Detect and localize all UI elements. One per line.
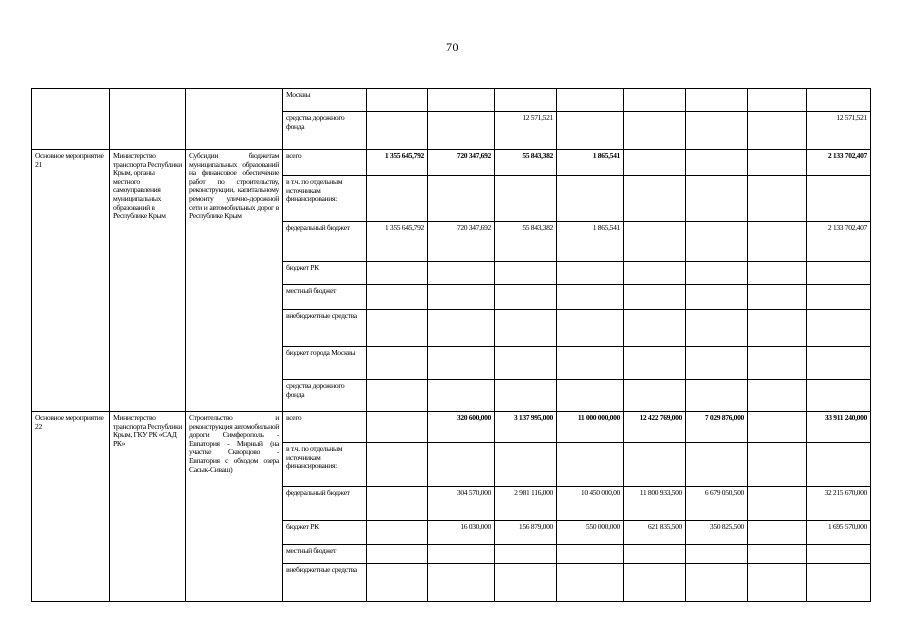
amount-cell bbox=[748, 89, 807, 112]
amount-cell bbox=[428, 112, 495, 150]
amount-cell bbox=[748, 564, 807, 602]
amount-cell bbox=[686, 112, 748, 150]
amount-cell bbox=[367, 89, 428, 112]
amount-cell: 1 865,541 bbox=[557, 150, 624, 176]
amount-cell bbox=[748, 380, 807, 412]
event-description-cell bbox=[186, 89, 283, 150]
executor-cell bbox=[110, 89, 186, 150]
funding-source-cell: федеральный бюджет bbox=[283, 487, 367, 521]
amount-cell bbox=[367, 412, 428, 443]
amount-cell bbox=[367, 564, 428, 602]
amount-cell: 33 911 240,000 bbox=[807, 412, 871, 443]
amount-cell: 55 843,382 bbox=[495, 150, 557, 176]
amount-cell bbox=[557, 176, 624, 222]
amount-cell bbox=[748, 285, 807, 310]
amount-cell bbox=[367, 262, 428, 285]
amount-cell bbox=[748, 310, 807, 347]
amount-cell: 16 030,000 bbox=[428, 521, 495, 545]
amount-cell bbox=[807, 285, 871, 310]
funding-source-cell: внебюджетные средства bbox=[283, 310, 367, 347]
amount-cell bbox=[748, 176, 807, 222]
amount-cell bbox=[748, 150, 807, 176]
amount-cell: 2 981 116,000 bbox=[495, 487, 557, 521]
amount-cell: 11 000 000,000 bbox=[557, 412, 624, 443]
amount-cell: 2 133 702,407 bbox=[807, 150, 871, 176]
amount-cell: 720 347,692 bbox=[428, 222, 495, 262]
amount-cell bbox=[686, 443, 748, 487]
amount-cell bbox=[686, 545, 748, 564]
amount-cell bbox=[367, 487, 428, 521]
amount-cell bbox=[748, 443, 807, 487]
amount-cell bbox=[624, 310, 686, 347]
amount-cell bbox=[624, 380, 686, 412]
amount-cell bbox=[557, 262, 624, 285]
funding-source-cell: федеральный бюджет bbox=[283, 222, 367, 262]
funding-source-cell: Москвы bbox=[283, 89, 367, 112]
event-description-cell: Строительство и реконструкция автомобильной дороги Симферополь - Евпатория - Мирный (на участке Скворцово - Евпатория с обходом озера Сасык-Сиваш) bbox=[186, 412, 283, 602]
amount-cell bbox=[367, 380, 428, 412]
amount-cell bbox=[686, 285, 748, 310]
amount-cell bbox=[624, 222, 686, 262]
funding-source-cell: бюджет РК bbox=[283, 521, 367, 545]
amount-cell: 12 571,521 bbox=[495, 112, 557, 150]
amount-cell: 350 825,500 bbox=[686, 521, 748, 545]
amount-cell bbox=[495, 176, 557, 222]
amount-cell bbox=[495, 545, 557, 564]
amount-cell bbox=[495, 347, 557, 380]
amount-cell bbox=[428, 545, 495, 564]
event-name-cell bbox=[32, 89, 110, 150]
amount-cell bbox=[428, 443, 495, 487]
amount-cell bbox=[624, 443, 686, 487]
table-row bbox=[32, 412, 871, 443]
amount-cell bbox=[624, 112, 686, 150]
event-description-cell: Субсидии бюджетам муниципальных образований на финансовое обеспечение работ по строительству, реконструкции, капитальному ремонту улично-дорожной сети и автомобильных дорог в Республике Крым bbox=[186, 150, 283, 412]
amount-cell: 12 422 769,000 bbox=[624, 412, 686, 443]
amount-cell bbox=[624, 262, 686, 285]
amount-cell bbox=[495, 443, 557, 487]
amount-cell bbox=[428, 262, 495, 285]
amount-cell bbox=[807, 545, 871, 564]
amount-cell: 320 600,000 bbox=[428, 412, 495, 443]
amount-cell bbox=[495, 380, 557, 412]
executor-cell: Министерство транспорта Республики Крым, органы местного самоуправления муниципальных образований в Республике Крым bbox=[110, 150, 186, 412]
funding-source-cell: бюджет города Москвы bbox=[283, 347, 367, 380]
amount-cell: 32 215 670,000 bbox=[807, 487, 871, 521]
amount-cell bbox=[367, 112, 428, 150]
amount-cell bbox=[367, 285, 428, 310]
amount-cell bbox=[686, 380, 748, 412]
amount-cell bbox=[367, 521, 428, 545]
amount-cell: 621 835,500 bbox=[624, 521, 686, 545]
amount-cell: 6 679 050,500 bbox=[686, 487, 748, 521]
amount-cell bbox=[557, 564, 624, 602]
funding-source-cell: местный бюджет bbox=[283, 545, 367, 564]
event-name-cell: Основное мероприятие 21 bbox=[32, 150, 110, 412]
executor-cell: Министерство транспорта Республики Крым, ГКУ РК «САД РК» bbox=[110, 412, 186, 602]
funding-source-cell: всего bbox=[283, 150, 367, 176]
amount-cell: 7 029 876,000 bbox=[686, 412, 748, 443]
amount-cell bbox=[748, 412, 807, 443]
amount-cell bbox=[428, 564, 495, 602]
amount-cell bbox=[624, 545, 686, 564]
amount-cell bbox=[557, 380, 624, 412]
funding-source-cell: средства дорожного фонда bbox=[283, 380, 367, 412]
amount-cell: 1 865,541 bbox=[557, 222, 624, 262]
amount-cell bbox=[495, 564, 557, 602]
amount-cell bbox=[807, 380, 871, 412]
amount-cell bbox=[686, 310, 748, 347]
funding-source-cell: в т.ч. по отдельным источникам финансирования: bbox=[283, 176, 367, 222]
amount-cell bbox=[807, 347, 871, 380]
amount-cell bbox=[807, 310, 871, 347]
amount-cell bbox=[807, 564, 871, 602]
amount-cell bbox=[624, 176, 686, 222]
amount-cell bbox=[557, 545, 624, 564]
page-number: 70 bbox=[446, 40, 459, 54]
amount-cell bbox=[428, 347, 495, 380]
amount-cell bbox=[624, 89, 686, 112]
amount-cell bbox=[807, 176, 871, 222]
amount-cell bbox=[807, 262, 871, 285]
funding-source-cell: внебюджетные средства bbox=[283, 564, 367, 602]
amount-cell bbox=[624, 347, 686, 380]
table-row bbox=[32, 89, 871, 112]
amount-cell bbox=[686, 222, 748, 262]
amount-cell: 11 800 933,500 bbox=[624, 487, 686, 521]
amount-cell bbox=[367, 310, 428, 347]
amount-cell bbox=[428, 310, 495, 347]
funding-source-cell: местный бюджет bbox=[283, 285, 367, 310]
amount-cell bbox=[748, 347, 807, 380]
event-name-cell: Основное мероприятие 22 bbox=[32, 412, 110, 602]
funding-source-cell: всего bbox=[283, 412, 367, 443]
amount-cell bbox=[748, 262, 807, 285]
amount-cell bbox=[686, 150, 748, 176]
amount-cell bbox=[748, 222, 807, 262]
amount-cell bbox=[495, 310, 557, 347]
amount-cell bbox=[557, 443, 624, 487]
funding-source-cell: средства дорожного фонда bbox=[283, 112, 367, 150]
amount-cell bbox=[557, 89, 624, 112]
amount-cell bbox=[367, 545, 428, 564]
amount-cell bbox=[686, 564, 748, 602]
amount-cell bbox=[807, 89, 871, 112]
amount-cell: 720 347,692 bbox=[428, 150, 495, 176]
amount-cell bbox=[495, 262, 557, 285]
amount-cell bbox=[624, 150, 686, 176]
amount-cell: 3 137 995,000 bbox=[495, 412, 557, 443]
amount-cell bbox=[686, 89, 748, 112]
amount-cell bbox=[557, 310, 624, 347]
amount-cell bbox=[748, 521, 807, 545]
amount-cell: 10 450 000,00 bbox=[557, 487, 624, 521]
amount-cell: 1 695 570,000 bbox=[807, 521, 871, 545]
amount-cell bbox=[748, 545, 807, 564]
amount-cell bbox=[367, 347, 428, 380]
amount-cell bbox=[686, 347, 748, 380]
amount-cell: 1 355 645,792 bbox=[367, 150, 428, 176]
amount-cell: 55 843,382 bbox=[495, 222, 557, 262]
amount-cell: 304 570,000 bbox=[428, 487, 495, 521]
amount-cell bbox=[367, 443, 428, 487]
funding-source-cell: в т.ч. по отдельным источникам финансирования: bbox=[283, 443, 367, 487]
amount-cell bbox=[624, 285, 686, 310]
amount-cell: 2 133 702,407 bbox=[807, 222, 871, 262]
amount-cell bbox=[557, 285, 624, 310]
amount-cell bbox=[686, 176, 748, 222]
amount-cell bbox=[367, 176, 428, 222]
amount-cell bbox=[428, 285, 495, 310]
amount-cell bbox=[557, 347, 624, 380]
amount-cell bbox=[624, 564, 686, 602]
table-row bbox=[32, 150, 871, 176]
amount-cell: 12 571,521 bbox=[807, 112, 871, 150]
budget-table bbox=[31, 88, 871, 602]
funding-source-cell: бюджет РК bbox=[283, 262, 367, 285]
amount-cell bbox=[428, 380, 495, 412]
amount-cell: 156 879,000 bbox=[495, 521, 557, 545]
amount-cell bbox=[495, 285, 557, 310]
amount-cell: 1 355 645,792 bbox=[367, 222, 428, 262]
amount-cell bbox=[686, 262, 748, 285]
amount-cell bbox=[748, 487, 807, 521]
amount-cell bbox=[807, 443, 871, 487]
amount-cell bbox=[557, 112, 624, 150]
amount-cell bbox=[748, 112, 807, 150]
amount-cell bbox=[428, 176, 495, 222]
amount-cell bbox=[495, 89, 557, 112]
amount-cell: 550 000,000 bbox=[557, 521, 624, 545]
amount-cell bbox=[428, 89, 495, 112]
